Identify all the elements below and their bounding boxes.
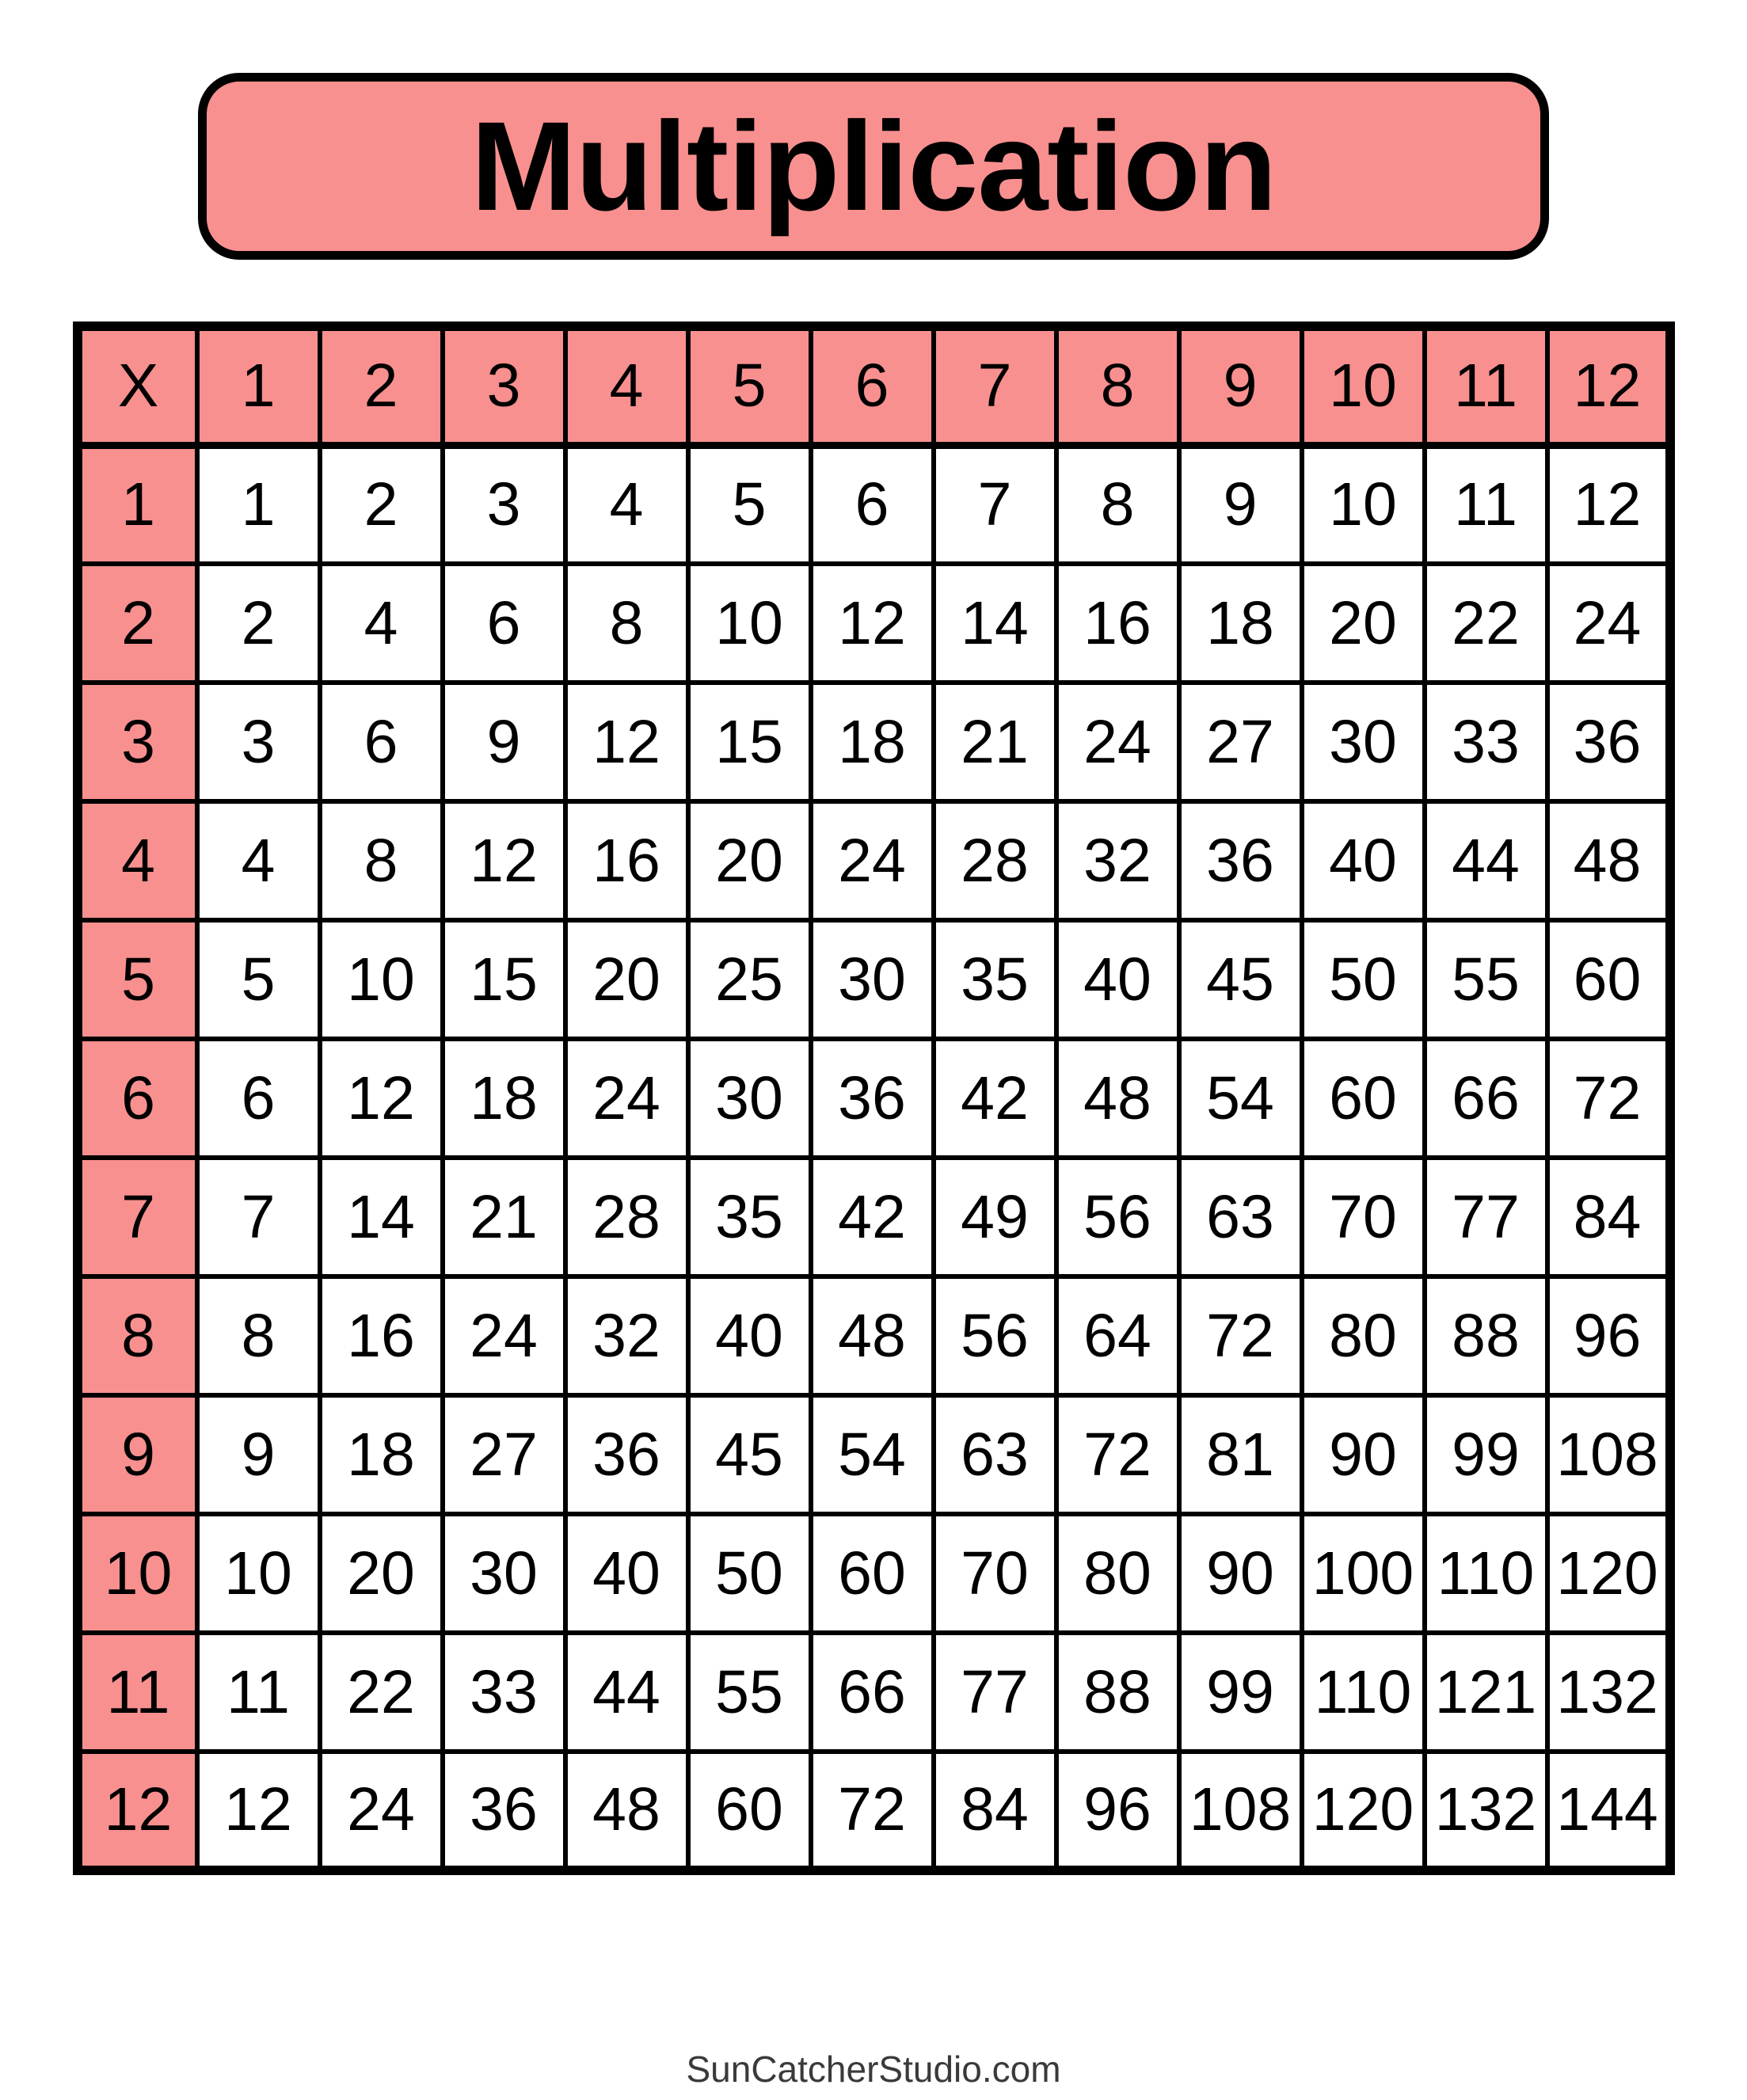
product-cell: 9 [197, 1395, 320, 1514]
product-cell: 12 [197, 1752, 320, 1870]
table-row [78, 1633, 1670, 1752]
product-cell: 80 [1302, 1276, 1425, 1395]
product-cell: 9 [443, 683, 565, 801]
product-cell: 2 [320, 445, 443, 564]
product-cell: 108 [1547, 1395, 1670, 1514]
product-cell: 10 [1302, 445, 1425, 564]
product-cell: 28 [934, 801, 1056, 920]
product-cell: 18 [320, 1395, 443, 1514]
product-cell: 42 [934, 1039, 1056, 1158]
product-cell: 110 [1302, 1633, 1425, 1752]
product-cell: 144 [1547, 1752, 1670, 1870]
table-row [78, 1395, 1670, 1514]
product-cell: 44 [1425, 801, 1547, 920]
product-cell: 18 [443, 1039, 565, 1158]
product-cell: 50 [1302, 920, 1425, 1039]
table-row [78, 1752, 1670, 1870]
row-header: 11 [78, 1633, 197, 1752]
product-cell: 24 [1056, 683, 1179, 801]
column-header: 10 [1302, 326, 1425, 445]
product-cell: 8 [565, 564, 688, 683]
table-row [78, 1158, 1670, 1276]
product-cell: 20 [565, 920, 688, 1039]
table-row [78, 920, 1670, 1039]
product-cell: 54 [811, 1395, 934, 1514]
product-cell: 24 [565, 1039, 688, 1158]
product-cell: 70 [1302, 1158, 1425, 1276]
product-cell: 121 [1425, 1633, 1547, 1752]
product-cell: 32 [565, 1276, 688, 1395]
product-cell: 24 [443, 1276, 565, 1395]
product-cell: 72 [1179, 1276, 1302, 1395]
product-cell: 60 [688, 1752, 811, 1870]
column-header: 6 [811, 326, 934, 445]
product-cell: 27 [443, 1395, 565, 1514]
product-cell: 10 [688, 564, 811, 683]
product-cell: 56 [1056, 1158, 1179, 1276]
product-cell: 33 [1425, 683, 1547, 801]
product-cell: 27 [1179, 683, 1302, 801]
product-cell: 24 [811, 801, 934, 920]
product-cell: 32 [1056, 801, 1179, 920]
page-title: Multiplication [470, 95, 1277, 237]
product-cell: 99 [1425, 1395, 1547, 1514]
product-cell: 6 [443, 564, 565, 683]
product-cell: 96 [1056, 1752, 1179, 1870]
product-cell: 28 [565, 1158, 688, 1276]
product-cell: 60 [811, 1514, 934, 1633]
product-cell: 55 [1425, 920, 1547, 1039]
product-cell: 81 [1179, 1395, 1302, 1514]
product-cell: 108 [1179, 1752, 1302, 1870]
product-cell: 49 [934, 1158, 1056, 1276]
product-cell: 60 [1547, 920, 1670, 1039]
product-cell: 30 [1302, 683, 1425, 801]
table-row [78, 1276, 1670, 1395]
product-cell: 11 [197, 1633, 320, 1752]
product-cell: 30 [811, 920, 934, 1039]
product-cell: 48 [1547, 801, 1670, 920]
table-row [78, 1039, 1670, 1158]
product-cell: 60 [1302, 1039, 1425, 1158]
product-cell: 56 [934, 1276, 1056, 1395]
product-cell: 72 [1547, 1039, 1670, 1158]
product-cell: 70 [934, 1514, 1056, 1633]
product-cell: 63 [934, 1395, 1056, 1514]
product-cell: 24 [1547, 564, 1670, 683]
product-cell: 88 [1056, 1633, 1179, 1752]
corner-cell-x: X [78, 326, 197, 445]
product-cell: 99 [1179, 1633, 1302, 1752]
row-header: 10 [78, 1514, 197, 1633]
title-banner [198, 73, 1549, 260]
row-header: 12 [78, 1752, 197, 1870]
column-header: 12 [1547, 326, 1670, 445]
product-cell: 7 [934, 445, 1056, 564]
product-cell: 22 [320, 1633, 443, 1752]
product-cell: 10 [320, 920, 443, 1039]
product-cell: 7 [197, 1158, 320, 1276]
product-cell: 40 [565, 1514, 688, 1633]
product-cell: 66 [811, 1633, 934, 1752]
product-cell: 36 [811, 1039, 934, 1158]
product-cell: 20 [688, 801, 811, 920]
product-cell: 132 [1547, 1633, 1670, 1752]
product-cell: 15 [688, 683, 811, 801]
product-cell: 96 [1547, 1276, 1670, 1395]
product-cell: 9 [1179, 445, 1302, 564]
product-cell: 2 [197, 564, 320, 683]
product-cell: 40 [688, 1276, 811, 1395]
product-cell: 40 [1056, 920, 1179, 1039]
product-cell: 36 [1179, 801, 1302, 920]
column-header: 7 [934, 326, 1056, 445]
header-row [78, 326, 1670, 445]
column-header: 4 [565, 326, 688, 445]
product-cell: 30 [688, 1039, 811, 1158]
product-cell: 45 [1179, 920, 1302, 1039]
product-cell: 25 [688, 920, 811, 1039]
row-header: 2 [78, 564, 197, 683]
row-header: 1 [78, 445, 197, 564]
product-cell: 11 [1425, 445, 1547, 564]
column-header: 3 [443, 326, 565, 445]
product-cell: 48 [1056, 1039, 1179, 1158]
product-cell: 63 [1179, 1158, 1302, 1276]
product-cell: 24 [320, 1752, 443, 1870]
product-cell: 36 [565, 1395, 688, 1514]
product-cell: 50 [688, 1514, 811, 1633]
product-cell: 90 [1179, 1514, 1302, 1633]
product-cell: 42 [811, 1158, 934, 1276]
product-cell: 36 [443, 1752, 565, 1870]
product-cell: 64 [1056, 1276, 1179, 1395]
column-header: 2 [320, 326, 443, 445]
column-header: 9 [1179, 326, 1302, 445]
table-row [78, 564, 1670, 683]
row-header: 5 [78, 920, 197, 1039]
product-cell: 6 [197, 1039, 320, 1158]
product-cell: 15 [443, 920, 565, 1039]
product-cell: 6 [320, 683, 443, 801]
table-row [78, 683, 1670, 801]
row-header: 3 [78, 683, 197, 801]
product-cell: 8 [1056, 445, 1179, 564]
table-body [78, 445, 1670, 1870]
product-cell: 35 [934, 920, 1056, 1039]
table-row [78, 801, 1670, 920]
product-cell: 14 [934, 564, 1056, 683]
product-cell: 12 [1547, 445, 1670, 564]
column-header: 1 [197, 326, 320, 445]
product-cell: 20 [1302, 564, 1425, 683]
product-cell: 8 [320, 801, 443, 920]
product-cell: 66 [1425, 1039, 1547, 1158]
product-cell: 48 [565, 1752, 688, 1870]
product-cell: 16 [320, 1276, 443, 1395]
product-cell: 77 [1425, 1158, 1547, 1276]
product-cell: 35 [688, 1158, 811, 1276]
column-header: 5 [688, 326, 811, 445]
product-cell: 80 [1056, 1514, 1179, 1633]
product-cell: 120 [1302, 1752, 1425, 1870]
product-cell: 3 [443, 445, 565, 564]
product-cell: 5 [688, 445, 811, 564]
product-cell: 40 [1302, 801, 1425, 920]
product-cell: 16 [1056, 564, 1179, 683]
product-cell: 10 [197, 1514, 320, 1633]
product-cell: 54 [1179, 1039, 1302, 1158]
product-cell: 44 [565, 1633, 688, 1752]
product-cell: 4 [320, 564, 443, 683]
row-header: 4 [78, 801, 197, 920]
product-cell: 12 [443, 801, 565, 920]
table-row [78, 1514, 1670, 1633]
product-cell: 88 [1425, 1276, 1547, 1395]
product-cell: 1 [197, 445, 320, 564]
product-cell: 45 [688, 1395, 811, 1514]
product-cell: 20 [320, 1514, 443, 1633]
product-cell: 8 [197, 1276, 320, 1395]
table-row [78, 445, 1670, 564]
product-cell: 132 [1425, 1752, 1547, 1870]
product-cell: 30 [443, 1514, 565, 1633]
product-cell: 3 [197, 683, 320, 801]
product-cell: 100 [1302, 1514, 1425, 1633]
site-credit: SunCatcherStudio.com [686, 2049, 1061, 2090]
product-cell: 21 [934, 683, 1056, 801]
product-cell: 4 [197, 801, 320, 920]
product-cell: 36 [1547, 683, 1670, 801]
product-cell: 22 [1425, 564, 1547, 683]
row-header: 9 [78, 1395, 197, 1514]
product-cell: 21 [443, 1158, 565, 1276]
column-header: 8 [1056, 326, 1179, 445]
product-cell: 5 [197, 920, 320, 1039]
product-cell: 120 [1547, 1514, 1670, 1633]
product-cell: 110 [1425, 1514, 1547, 1633]
product-cell: 12 [565, 683, 688, 801]
product-cell: 84 [1547, 1158, 1670, 1276]
row-header: 8 [78, 1276, 197, 1395]
product-cell: 6 [811, 445, 934, 564]
product-cell: 84 [934, 1752, 1056, 1870]
table-header [78, 326, 1670, 445]
column-header: 11 [1425, 326, 1547, 445]
product-cell: 12 [320, 1039, 443, 1158]
product-cell: 33 [443, 1633, 565, 1752]
product-cell: 18 [811, 683, 934, 801]
row-header: 7 [78, 1158, 197, 1276]
product-cell: 90 [1302, 1395, 1425, 1514]
row-header: 6 [78, 1039, 197, 1158]
product-cell: 72 [811, 1752, 934, 1870]
product-cell: 72 [1056, 1395, 1179, 1514]
multiplication-table [73, 321, 1675, 1875]
product-cell: 55 [688, 1633, 811, 1752]
product-cell: 16 [565, 801, 688, 920]
product-cell: 12 [811, 564, 934, 683]
product-cell: 18 [1179, 564, 1302, 683]
product-cell: 4 [565, 445, 688, 564]
product-cell: 77 [934, 1633, 1056, 1752]
product-cell: 14 [320, 1158, 443, 1276]
product-cell: 48 [811, 1276, 934, 1395]
